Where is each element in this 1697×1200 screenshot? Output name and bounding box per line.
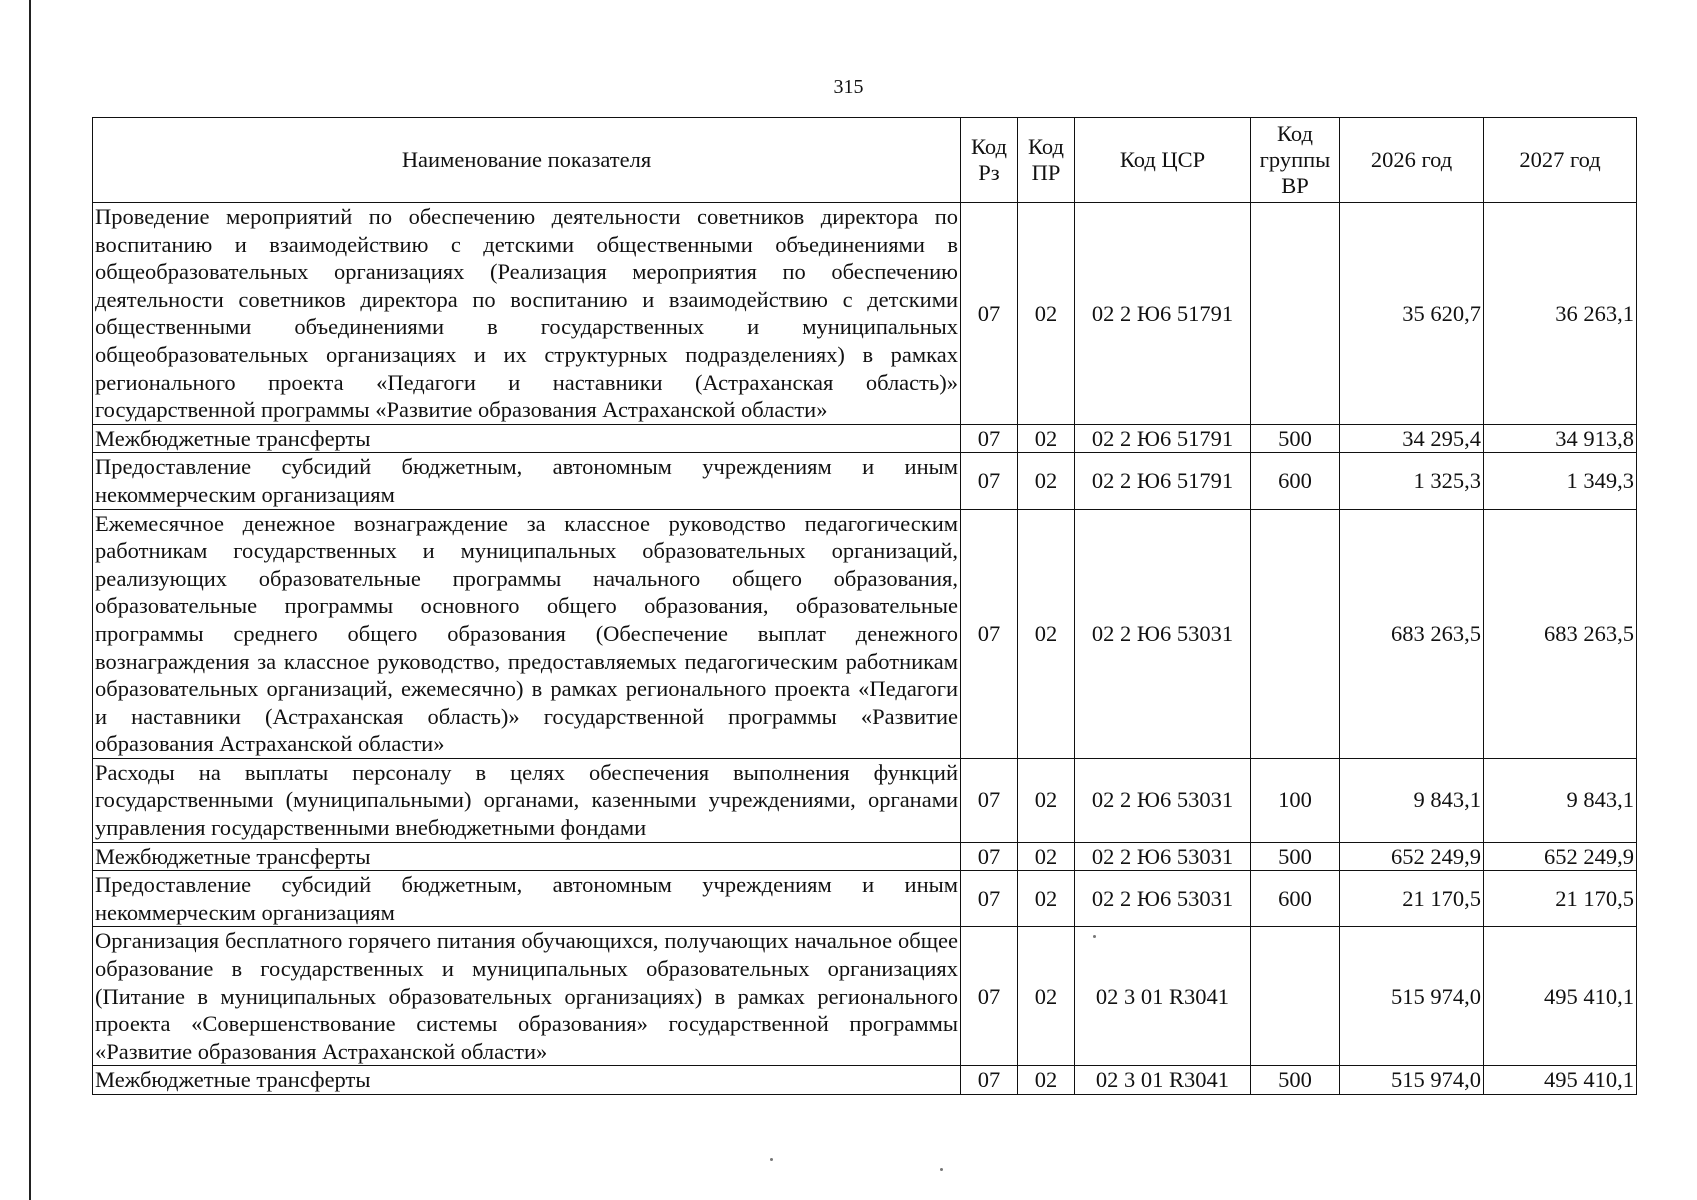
row-csr: 02 3 01 R3041 [1075,1066,1251,1095]
row-csr: 02 2 Ю6 53031 [1075,509,1251,758]
table-row [93,509,1637,758]
row-pr: 02 [1018,871,1075,927]
header-2026: 2026 год [1340,118,1484,203]
row-name: Расходы на выплаты персоналу в целях обеспечения выполнения функций государственными (муниципальными) органами, казенными учреждениями, органами управления государственными внебюджетными фондами [93,758,961,842]
row-name: Предоставление субсидий бюджетным, автономным учреждениям и иным некоммерческим организациям [93,871,961,927]
row-vr: 500 [1251,842,1340,871]
row-2026: 21 170,5 [1340,871,1484,927]
row-rz: 07 [961,842,1018,871]
row-2027: 21 170,5 [1484,871,1637,927]
row-rz: 07 [961,509,1018,758]
table-row [93,203,1637,425]
row-pr: 02 [1018,1066,1075,1095]
row-vr: 500 [1251,1066,1340,1095]
row-vr: 600 [1251,871,1340,927]
row-2027: 652 249,9 [1484,842,1637,871]
row-rz: 07 [961,758,1018,842]
row-csr: 02 2 Ю6 51791 [1075,203,1251,425]
table-row [93,842,1637,871]
row-2027: 495 410,1 [1484,1066,1637,1095]
table-header [93,118,1637,203]
scan-speck [770,1158,773,1161]
row-2027: 495 410,1 [1484,927,1637,1066]
header-row [93,118,1637,203]
row-2027: 36 263,1 [1484,203,1637,425]
table-row [93,758,1637,842]
row-2026: 515 974,0 [1340,927,1484,1066]
row-2027: 34 913,8 [1484,424,1637,453]
table-row [93,424,1637,453]
row-rz: 07 [961,203,1018,425]
table-row [93,1066,1637,1095]
row-2027: 1 349,3 [1484,453,1637,509]
row-2026: 683 263,5 [1340,509,1484,758]
row-name: Предоставление субсидий бюджетным, автономным учреждениям и иным некоммерческим организациям [93,453,961,509]
row-csr: 02 3 01 R3041 [1075,927,1251,1066]
row-csr: 02 2 Ю6 51791 [1075,424,1251,453]
row-vr: 500 [1251,424,1340,453]
row-name: Межбюджетные трансферты [93,842,961,871]
row-rz: 07 [961,1066,1018,1095]
row-2027: 683 263,5 [1484,509,1637,758]
header-rz: Код Рз [961,118,1018,203]
row-rz: 07 [961,424,1018,453]
header-csr: Код ЦСР [1075,118,1251,203]
binding-margin-line [29,0,31,1200]
row-csr: 02 2 Ю6 53031 [1075,758,1251,842]
row-pr: 02 [1018,842,1075,871]
row-pr: 02 [1018,424,1075,453]
row-pr: 02 [1018,509,1075,758]
scan-speck [1093,935,1096,938]
header-pr: Код ПР [1018,118,1075,203]
row-pr: 02 [1018,758,1075,842]
row-name: Проведение мероприятий по обеспечению деятельности советников директора по воспитанию и взаимодействию с детскими общественными объединениями в общеобразовательных организациях (Реализация мероприятия по обеспечению деятельности советников директора по воспитанию и взаимодействию с детскими общественными объединениями в государственных и муниципальных общеобразовательных организациях и их структурных подразделениях) в рамках регионального проекта «Педагоги и наставники (Астраханская область)» государственной программы «Развитие образования Астраханской области» [93,203,961,425]
row-2026: 35 620,7 [1340,203,1484,425]
row-csr: 02 2 Ю6 51791 [1075,453,1251,509]
row-2026: 34 295,4 [1340,424,1484,453]
row-name: Межбюджетные трансферты [93,1066,961,1095]
row-name: Межбюджетные трансферты [93,424,961,453]
row-pr: 02 [1018,927,1075,1066]
row-rz: 07 [961,453,1018,509]
row-vr [1251,203,1340,425]
row-rz: 07 [961,927,1018,1066]
row-rz: 07 [961,871,1018,927]
page-number: 315 [833,76,864,98]
table-row [93,453,1637,509]
row-2026: 515 974,0 [1340,1066,1484,1095]
row-vr: 600 [1251,453,1340,509]
row-vr [1251,509,1340,758]
scan-speck [940,1168,943,1171]
row-name: Организация бесплатного горячего питания обучающихся, получающих начальное общее образование в государственных и муниципальных образовательных организациях (Питание в муниципальных образовательных организациях) в рамках регионального проекта «Совершенствование системы образования» государственной программы «Развитие образования Астраханской области» [93,927,961,1066]
header-2027: 2027 год [1484,118,1637,203]
row-2027: 9 843,1 [1484,758,1637,842]
row-vr [1251,927,1340,1066]
row-csr: 02 2 Ю6 53031 [1075,871,1251,927]
table-row [93,871,1637,927]
header-name: Наименование показателя [93,118,961,203]
row-2026: 9 843,1 [1340,758,1484,842]
budget-table [92,117,1637,1095]
row-name: Ежемесячное денежное вознаграждение за классное руководство педагогическим работникам государственных и муниципальных образовательных организаций, реализующих образовательные программы начального общего образования, образовательные программы основного общего образования, образовательные программы среднего общего образования (Обеспечение выплат денежного вознаграждения за классное руководство, предоставляемых педагогическим работникам образовательных организаций, ежемесячно) в рамках регионального проекта «Педагоги и наставники (Астраханская область)» государственной программы «Развитие образования Астраханской области» [93,509,961,758]
header-vr: Код группы ВР [1251,118,1340,203]
table-body [93,203,1637,1095]
row-2026: 652 249,9 [1340,842,1484,871]
row-pr: 02 [1018,203,1075,425]
table-row [93,927,1637,1066]
row-vr: 100 [1251,758,1340,842]
row-csr: 02 2 Ю6 53031 [1075,842,1251,871]
row-pr: 02 [1018,453,1075,509]
row-2026: 1 325,3 [1340,453,1484,509]
